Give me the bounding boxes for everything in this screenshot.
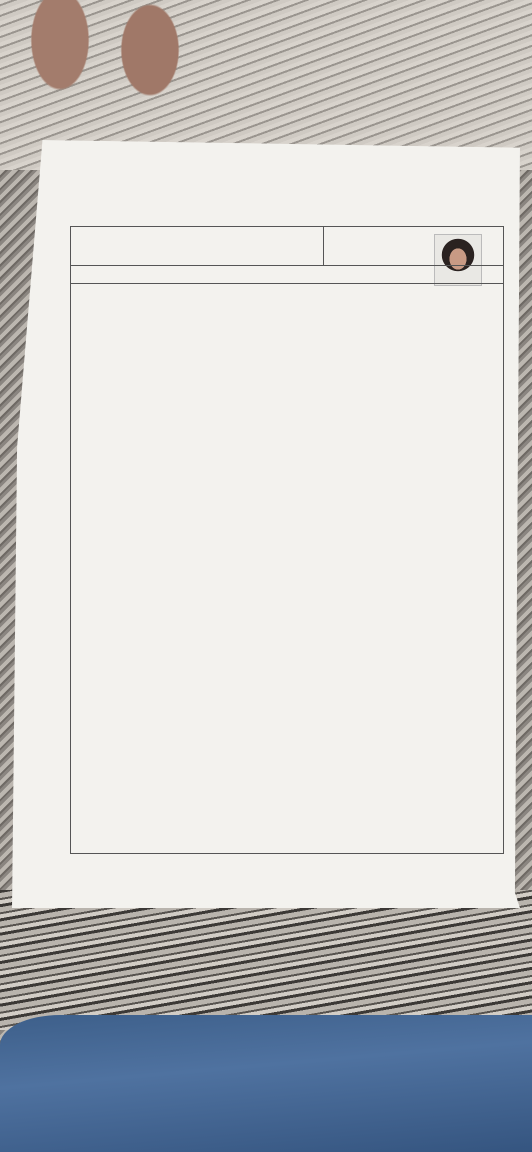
transfer-certificate-document: [12, 140, 520, 908]
background-denim: [0, 1015, 532, 1152]
serial-row: [71, 265, 503, 284]
certificate-form: [70, 226, 504, 854]
form-header: [71, 227, 503, 266]
tc-title-box: [323, 227, 434, 265]
background-fabric-bottom: [0, 890, 532, 1030]
